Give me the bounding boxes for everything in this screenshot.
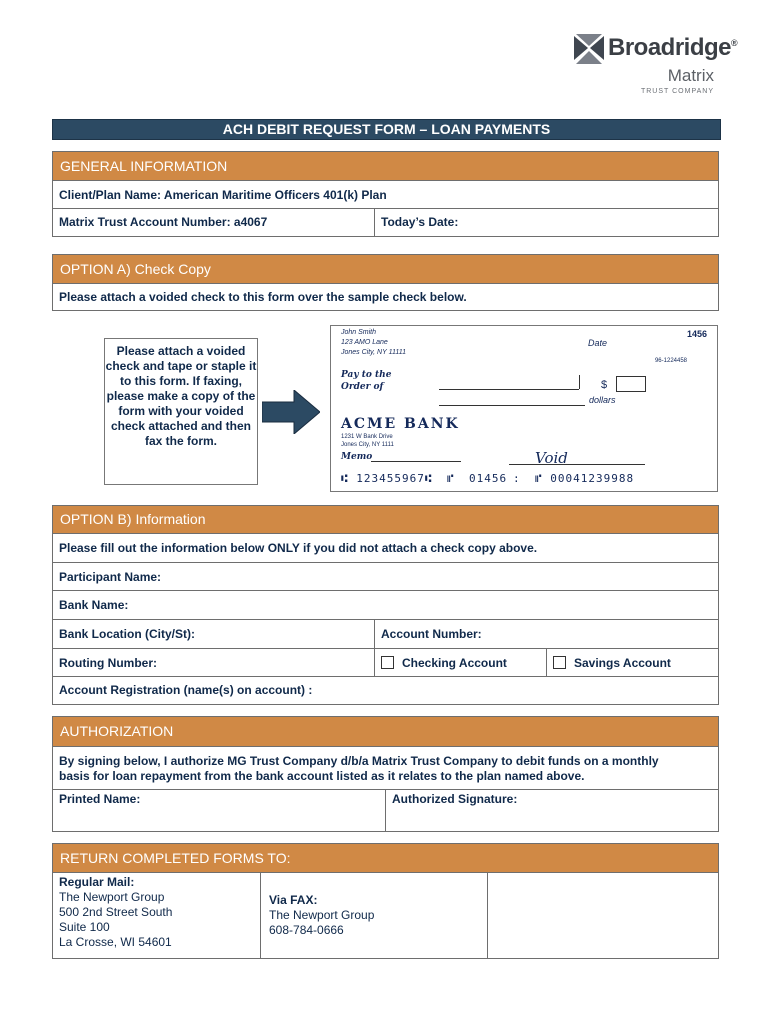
savings-checkbox[interactable] xyxy=(553,656,566,669)
fax-number: 608-784-0666 xyxy=(269,923,344,937)
fax-label: Via FAX: xyxy=(269,893,318,907)
return-forms-header: RETURN COMPLETED FORMS TO: xyxy=(53,844,718,873)
account-micr: ⑈ 00041239988 xyxy=(535,472,635,485)
bank-location-field[interactable]: Bank Location (City/St): xyxy=(59,627,196,641)
bank-name: ACME BANK xyxy=(341,416,460,432)
pay-to-label: Pay to the xyxy=(341,370,392,380)
authorization-section xyxy=(52,716,719,832)
option-a-instruction: Please attach a voided check to this form over the sample check below. xyxy=(59,290,467,304)
form-title: ACH DEBIT REQUEST FORM – LOAN PAYMENTS xyxy=(52,119,721,140)
general-information-header: GENERAL INFORMATION xyxy=(53,152,718,181)
signature-line xyxy=(509,464,645,465)
return-forms-section xyxy=(52,843,719,959)
check-payer-address1: 123 AMO Lane xyxy=(341,339,388,346)
dollar-sign: $ xyxy=(601,379,608,391)
check-date-label: Date xyxy=(588,338,608,348)
account-registration-field[interactable]: Account Registration (name(s) on account) : xyxy=(59,683,313,697)
payee-line xyxy=(439,389,579,390)
authorization-text-1: By signing below, I authorize MG Trust Company d/b/a Matrix Trust Company to debit funds on a monthly xyxy=(59,754,659,768)
bank-address1: 1231 W Bank Drive xyxy=(341,434,393,440)
authorization-text-2: basis for loan repayment from the bank account listed as it relates to the plan named above. xyxy=(59,769,585,783)
option-a-section xyxy=(52,254,719,311)
routing-number-field[interactable]: Routing Number: xyxy=(59,656,157,670)
option-a-header: OPTION A) Check Copy xyxy=(53,255,718,284)
bank-address2: Jones City, NY 1111 xyxy=(341,442,394,448)
option-b-header: OPTION B) Information xyxy=(53,506,718,534)
attach-check-note: Please attach a voided check and tape or staple it to this form. If faxing, please make a copy of the form with your voided check attached and then fax the form. xyxy=(104,338,258,485)
savings-account-option[interactable] xyxy=(546,649,718,676)
broadridge-matrix-logo: Broadridge® Matrix TRUST COMPANY xyxy=(572,30,718,102)
routing-micr: ⑆ 123455967⑆ xyxy=(341,472,433,485)
void-signature: Void xyxy=(535,449,568,467)
right-arrow-icon xyxy=(262,390,320,434)
amount-words-line xyxy=(439,405,585,406)
savings-label: Savings Account xyxy=(574,656,671,670)
todays-date-field[interactable]: Today’s Date: xyxy=(374,209,718,236)
account-number-field[interactable]: Account Number: xyxy=(374,620,718,648)
authorization-header: AUTHORIZATION xyxy=(53,717,718,747)
dollars-label: dollars xyxy=(589,395,616,405)
broadridge-logo-icon xyxy=(574,34,604,64)
client-plan-name: Client/Plan Name: American Maritime Officers 401(k) Plan xyxy=(59,188,387,202)
memo-label: Memo xyxy=(341,452,373,462)
option-b-instruction: Please fill out the information below ONLY if you did not attach a check copy above. xyxy=(59,541,538,555)
checking-label: Checking Account xyxy=(402,656,507,670)
check-number: 1456 xyxy=(686,329,707,339)
bank-name-field[interactable]: Bank Name: xyxy=(59,598,129,612)
empty-cell xyxy=(487,873,718,958)
check-payer-address2: Jones City, NY 11111 xyxy=(341,349,406,356)
printed-name-field[interactable]: Printed Name: xyxy=(59,792,141,806)
check-number-micr: 01456 xyxy=(469,472,508,485)
participant-name-field[interactable]: Participant Name: xyxy=(59,570,162,584)
regular-mail-address: Regular Mail: The Newport Group 500 2nd Street South Suite 100 La Crosse, WI 54601 xyxy=(53,873,260,958)
amount-box xyxy=(616,376,646,392)
matrix-account-number: Matrix Trust Account Number: a4067 xyxy=(59,215,268,229)
general-information-section xyxy=(52,151,719,237)
check-payer-name: John Smith xyxy=(341,329,377,336)
checking-account-option[interactable] xyxy=(374,649,546,676)
checking-checkbox[interactable] xyxy=(381,656,394,669)
fax-address: Via FAX: The Newport Group 608-784-0666 xyxy=(260,873,487,958)
order-of-label: Order of xyxy=(341,382,384,392)
check-fraction-code: 96-1224458 xyxy=(654,358,687,364)
sample-check: John Smith 123 AMO Lane Jones City, NY 11111 1456 Date 96-1224458 Pay to the Order of $ dollars ACME BANK 1231 W Bank Drive Jones City, NY 1111 Memo Void ⑆ 123455967⑆ ⑈ 01456 : ⑈ 00041239988 xyxy=(330,325,718,492)
option-b-section xyxy=(52,505,719,705)
regular-mail-label: Regular Mail: xyxy=(59,875,135,889)
authorized-signature-field[interactable]: Authorized Signature: xyxy=(385,790,718,831)
memo-line xyxy=(371,461,461,462)
